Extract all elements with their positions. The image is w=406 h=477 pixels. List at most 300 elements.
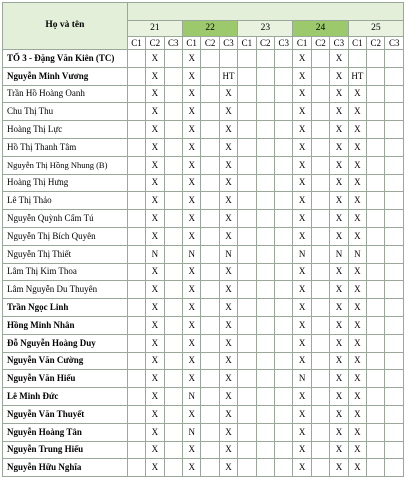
attendance-cell: X [330, 192, 348, 210]
attendance-cell [164, 192, 182, 210]
sub-column-header: C3 [385, 37, 404, 50]
attendance-cell [127, 85, 145, 103]
table-row [3, 388, 404, 406]
attendance-cell [385, 227, 404, 245]
attendance-cell: X [293, 441, 311, 459]
sub-column-header: C2 [146, 37, 164, 50]
attendance-cell [201, 388, 219, 406]
sub-column-header: C1 [182, 37, 200, 50]
attendance-cell [256, 227, 274, 245]
attendance-cell: N [293, 245, 311, 263]
attendance-cell: N [182, 388, 200, 406]
attendance-cell [201, 423, 219, 441]
table-row [3, 50, 404, 68]
sub-column-header: C1 [293, 37, 311, 50]
attendance-cell [238, 156, 256, 174]
attendance-cell [238, 192, 256, 210]
member-name: Nguyễn Minh Vương [3, 67, 128, 85]
attendance-cell: X [219, 423, 237, 441]
attendance-cell [201, 227, 219, 245]
attendance-cell [256, 263, 274, 281]
attendance-cell [201, 103, 219, 121]
attendance-cell [275, 281, 293, 299]
attendance-cell [164, 227, 182, 245]
attendance-cell: X [182, 405, 200, 423]
attendance-cell [256, 156, 274, 174]
attendance-cell: X [146, 459, 164, 477]
attendance-cell: X [219, 85, 237, 103]
header-blank-band [127, 3, 403, 21]
attendance-cell [385, 121, 404, 139]
attendance-cell [275, 138, 293, 156]
attendance-cell [311, 352, 329, 370]
table-row [3, 85, 404, 103]
attendance-cell [348, 50, 366, 68]
attendance-cell [164, 174, 182, 192]
attendance-cell: X [146, 156, 164, 174]
attendance-cell [201, 441, 219, 459]
sub-column-header: C2 [311, 37, 329, 50]
attendance-cell: X [219, 174, 237, 192]
attendance-cell [201, 85, 219, 103]
table-row [3, 441, 404, 459]
attendance-cell: X [348, 263, 366, 281]
member-name: Nguyễn Trung Hiếu [3, 441, 128, 459]
attendance-cell: X [293, 210, 311, 228]
attendance-cell [201, 263, 219, 281]
attendance-cell: X [330, 299, 348, 317]
attendance-cell [164, 121, 182, 139]
attendance-cell: X [348, 299, 366, 317]
attendance-cell: X [330, 50, 348, 68]
attendance-cell: X [146, 388, 164, 406]
attendance-cell [219, 50, 237, 68]
attendance-cell: X [182, 85, 200, 103]
attendance-cell [238, 85, 256, 103]
attendance-cell: X [182, 316, 200, 334]
table-row [3, 263, 404, 281]
attendance-cell: X [348, 334, 366, 352]
attendance-cell [275, 174, 293, 192]
table-row [3, 67, 404, 85]
attendance-cell [256, 423, 274, 441]
attendance-cell: X [348, 370, 366, 388]
attendance-cell: X [146, 121, 164, 139]
attendance-cell: X [348, 388, 366, 406]
attendance-cell: X [348, 281, 366, 299]
attendance-cell: X [182, 50, 200, 68]
attendance-cell: X [146, 299, 164, 317]
attendance-cell [311, 316, 329, 334]
member-name: Nguyễn Hoàng Tân [3, 423, 128, 441]
member-name: Hoàng Thị Hưng [3, 174, 128, 192]
attendance-cell: X [293, 423, 311, 441]
member-name: Hồng Minh Nhân [3, 316, 128, 334]
attendance-cell [385, 245, 404, 263]
attendance-cell [385, 459, 404, 477]
attendance-cell: N [293, 370, 311, 388]
attendance-cell [127, 334, 145, 352]
attendance-cell: X [182, 370, 200, 388]
attendance-cell [367, 210, 385, 228]
attendance-cell [256, 405, 274, 423]
member-name: Lê Minh Đức [3, 388, 128, 406]
attendance-cell [367, 405, 385, 423]
table-row [3, 281, 404, 299]
attendance-cell [385, 405, 404, 423]
attendance-cell [238, 423, 256, 441]
attendance-cell: N [348, 245, 366, 263]
attendance-cell [311, 121, 329, 139]
table-row [3, 370, 404, 388]
attendance-cell [275, 334, 293, 352]
attendance-cell [256, 334, 274, 352]
attendance-cell [238, 334, 256, 352]
attendance-cell [275, 192, 293, 210]
attendance-cell: X [330, 388, 348, 406]
attendance-cell: X [330, 67, 348, 85]
attendance-cell: X [182, 334, 200, 352]
attendance-cell: X [348, 174, 366, 192]
attendance-cell [127, 227, 145, 245]
member-name: TỔ 3 - Đặng Văn Kiên (TC) [3, 50, 128, 68]
attendance-cell [367, 352, 385, 370]
attendance-cell: X [182, 281, 200, 299]
attendance-cell: X [146, 85, 164, 103]
attendance-cell [367, 316, 385, 334]
attendance-cell [127, 192, 145, 210]
attendance-cell: X [219, 138, 237, 156]
attendance-cell [256, 441, 274, 459]
attendance-cell [367, 85, 385, 103]
attendance-cell [311, 370, 329, 388]
member-name: Nguyễn Thị Bích Quyên [3, 227, 128, 245]
attendance-cell [127, 50, 145, 68]
attendance-cell [275, 85, 293, 103]
attendance-cell: X [219, 210, 237, 228]
attendance-cell [311, 138, 329, 156]
attendance-cell [127, 121, 145, 139]
attendance-cell [164, 156, 182, 174]
attendance-cell [164, 103, 182, 121]
attendance-cell: X [219, 388, 237, 406]
attendance-cell: X [293, 138, 311, 156]
member-name: Trần Ngọc Linh [3, 299, 128, 317]
attendance-cell [256, 192, 274, 210]
attendance-cell [385, 174, 404, 192]
attendance-cell [275, 459, 293, 477]
attendance-cell [164, 85, 182, 103]
attendance-cell: X [330, 121, 348, 139]
attendance-cell: X [182, 103, 200, 121]
attendance-cell [311, 299, 329, 317]
member-name: Nguyễn Văn Hiếu [3, 370, 128, 388]
attendance-cell: X [293, 50, 311, 68]
attendance-cell: X [219, 103, 237, 121]
attendance-cell [256, 370, 274, 388]
attendance-cell: X [182, 192, 200, 210]
attendance-cell [127, 370, 145, 388]
attendance-cell [164, 281, 182, 299]
attendance-cell: X [219, 281, 237, 299]
attendance-cell: X [219, 227, 237, 245]
attendance-cell [238, 103, 256, 121]
attendance-cell: N [182, 423, 200, 441]
attendance-cell [311, 281, 329, 299]
attendance-cell [164, 316, 182, 334]
attendance-cell: HT [348, 67, 366, 85]
attendance-cell [311, 405, 329, 423]
attendance-cell [385, 281, 404, 299]
attendance-cell: N [330, 245, 348, 263]
attendance-cell: X [146, 50, 164, 68]
member-name: Nguyễn Thị Thiết [3, 245, 128, 263]
attendance-cell [311, 263, 329, 281]
attendance-cell [311, 441, 329, 459]
attendance-cell [201, 334, 219, 352]
attendance-cell [164, 388, 182, 406]
day-header: 22 [182, 21, 237, 37]
attendance-cell [164, 405, 182, 423]
attendance-cell [311, 245, 329, 263]
attendance-cell [385, 50, 404, 68]
attendance-cell [256, 50, 274, 68]
member-name: Nguyễn Văn Thuyết [3, 405, 128, 423]
attendance-cell: X [348, 85, 366, 103]
attendance-cell [201, 405, 219, 423]
attendance-cell [385, 67, 404, 85]
attendance-cell: N [219, 245, 237, 263]
attendance-cell: X [146, 174, 164, 192]
attendance-cell: X [293, 227, 311, 245]
attendance-cell [367, 138, 385, 156]
attendance-cell [367, 423, 385, 441]
table-row [3, 334, 404, 352]
attendance-cell [238, 210, 256, 228]
sub-column-header: C2 [201, 37, 219, 50]
attendance-cell [385, 352, 404, 370]
attendance-cell: X [330, 138, 348, 156]
attendance-cell [256, 138, 274, 156]
attendance-cell [367, 174, 385, 192]
attendance-cell [127, 405, 145, 423]
attendance-cell [238, 245, 256, 263]
attendance-cell [367, 388, 385, 406]
attendance-cell [164, 245, 182, 263]
attendance-cell: X [182, 441, 200, 459]
sub-column-header: C3 [164, 37, 182, 50]
attendance-cell [238, 405, 256, 423]
attendance-cell [201, 174, 219, 192]
attendance-cell [127, 263, 145, 281]
attendance-cell [127, 67, 145, 85]
attendance-cell: X [330, 85, 348, 103]
attendance-cell [256, 281, 274, 299]
sub-column-header: C2 [256, 37, 274, 50]
attendance-cell [164, 299, 182, 317]
table-row [3, 210, 404, 228]
day-header: 21 [127, 21, 182, 37]
attendance-cell [275, 67, 293, 85]
attendance-cell: X [293, 121, 311, 139]
attendance-cell: X [146, 138, 164, 156]
attendance-cell [256, 67, 274, 85]
attendance-cell [201, 299, 219, 317]
table-row [3, 316, 404, 334]
member-name: Hồ Thị Thanh Tâm [3, 138, 128, 156]
table-body [3, 50, 404, 477]
table-row [3, 121, 404, 139]
attendance-cell: X [330, 334, 348, 352]
attendance-cell [275, 210, 293, 228]
attendance-cell: X [182, 352, 200, 370]
attendance-cell [275, 316, 293, 334]
attendance-cell [367, 299, 385, 317]
attendance-cell [256, 121, 274, 139]
attendance-cell [367, 263, 385, 281]
attendance-cell: X [348, 103, 366, 121]
attendance-cell [385, 388, 404, 406]
attendance-cell [238, 121, 256, 139]
attendance-cell [385, 156, 404, 174]
member-name: Nguyễn Văn Cường [3, 352, 128, 370]
attendance-cell [127, 352, 145, 370]
attendance-cell [367, 192, 385, 210]
sub-column-header: C3 [330, 37, 348, 50]
attendance-cell [256, 245, 274, 263]
header-blank-row [3, 3, 404, 21]
attendance-cell [256, 85, 274, 103]
attendance-cell: X [182, 459, 200, 477]
attendance-cell: X [330, 370, 348, 388]
attendance-cell [164, 352, 182, 370]
attendance-cell: X [219, 352, 237, 370]
attendance-cell: X [182, 227, 200, 245]
attendance-cell [164, 263, 182, 281]
attendance-cell [238, 263, 256, 281]
attendance-cell: X [146, 316, 164, 334]
attendance-cell [238, 50, 256, 68]
attendance-cell: X [146, 263, 164, 281]
attendance-cell [367, 67, 385, 85]
table-row [3, 174, 404, 192]
attendance-cell [256, 210, 274, 228]
attendance-cell: X [293, 316, 311, 334]
attendance-cell: X [330, 103, 348, 121]
attendance-cell: X [348, 441, 366, 459]
attendance-cell [238, 67, 256, 85]
attendance-cell: X [146, 210, 164, 228]
attendance-cell [385, 334, 404, 352]
attendance-cell: X [293, 263, 311, 281]
attendance-cell [127, 245, 145, 263]
attendance-cell [256, 388, 274, 406]
attendance-cell [201, 121, 219, 139]
attendance-cell: X [348, 405, 366, 423]
table-row [3, 405, 404, 423]
attendance-cell: X [182, 121, 200, 139]
attendance-cell [164, 459, 182, 477]
attendance-cell [256, 459, 274, 477]
attendance-cell: X [146, 67, 164, 85]
attendance-cell: X [182, 174, 200, 192]
attendance-cell: X [182, 156, 200, 174]
attendance-cell: X [348, 156, 366, 174]
attendance-cell: N [146, 245, 164, 263]
sub-column-header: C2 [367, 37, 385, 50]
attendance-cell: X [330, 352, 348, 370]
attendance-cell: X [146, 370, 164, 388]
attendance-cell [201, 245, 219, 263]
attendance-cell [311, 67, 329, 85]
attendance-cell [311, 85, 329, 103]
attendance-cell: X [293, 156, 311, 174]
attendance-cell [275, 388, 293, 406]
attendance-cell [311, 459, 329, 477]
attendance-cell [311, 192, 329, 210]
sub-column-header: C1 [127, 37, 145, 50]
table-header [3, 3, 404, 50]
member-name: Lê Thị Thảo [3, 192, 128, 210]
attendance-cell: X [182, 67, 200, 85]
attendance-cell: X [330, 281, 348, 299]
attendance-cell: X [219, 370, 237, 388]
name-column-header: Họ và tên [3, 3, 128, 50]
attendance-cell [367, 441, 385, 459]
attendance-cell: X [293, 67, 311, 85]
attendance-cell [201, 192, 219, 210]
sub-column-header: C3 [219, 37, 237, 50]
attendance-table [2, 2, 404, 477]
attendance-cell [201, 67, 219, 85]
attendance-cell [201, 316, 219, 334]
attendance-cell [201, 370, 219, 388]
attendance-cell [275, 103, 293, 121]
attendance-cell [275, 227, 293, 245]
attendance-cell [367, 245, 385, 263]
member-name: Nguyễn Hữu Nghĩa [3, 459, 128, 477]
attendance-cell [385, 192, 404, 210]
attendance-cell: X [348, 316, 366, 334]
attendance-cell [201, 281, 219, 299]
attendance-cell [275, 405, 293, 423]
attendance-cell: X [146, 405, 164, 423]
attendance-cell [311, 388, 329, 406]
attendance-cell [238, 316, 256, 334]
attendance-cell [127, 156, 145, 174]
attendance-cell [238, 281, 256, 299]
attendance-cell: X [146, 441, 164, 459]
attendance-cell: X [348, 459, 366, 477]
attendance-cell [367, 156, 385, 174]
attendance-cell [127, 316, 145, 334]
attendance-cell [385, 103, 404, 121]
attendance-cell: X [182, 138, 200, 156]
member-name: Hoàng Thị Lực [3, 121, 128, 139]
attendance-cell [367, 459, 385, 477]
attendance-cell [275, 352, 293, 370]
attendance-cell [127, 299, 145, 317]
member-name: Nguyễn Thị Hồng Nhung (B) [3, 156, 128, 174]
attendance-cell: X [146, 103, 164, 121]
attendance-cell: X [293, 405, 311, 423]
attendance-cell [311, 156, 329, 174]
table-row [3, 352, 404, 370]
attendance-cell: X [348, 121, 366, 139]
attendance-cell [367, 281, 385, 299]
attendance-cell [201, 50, 219, 68]
attendance-cell: X [330, 441, 348, 459]
